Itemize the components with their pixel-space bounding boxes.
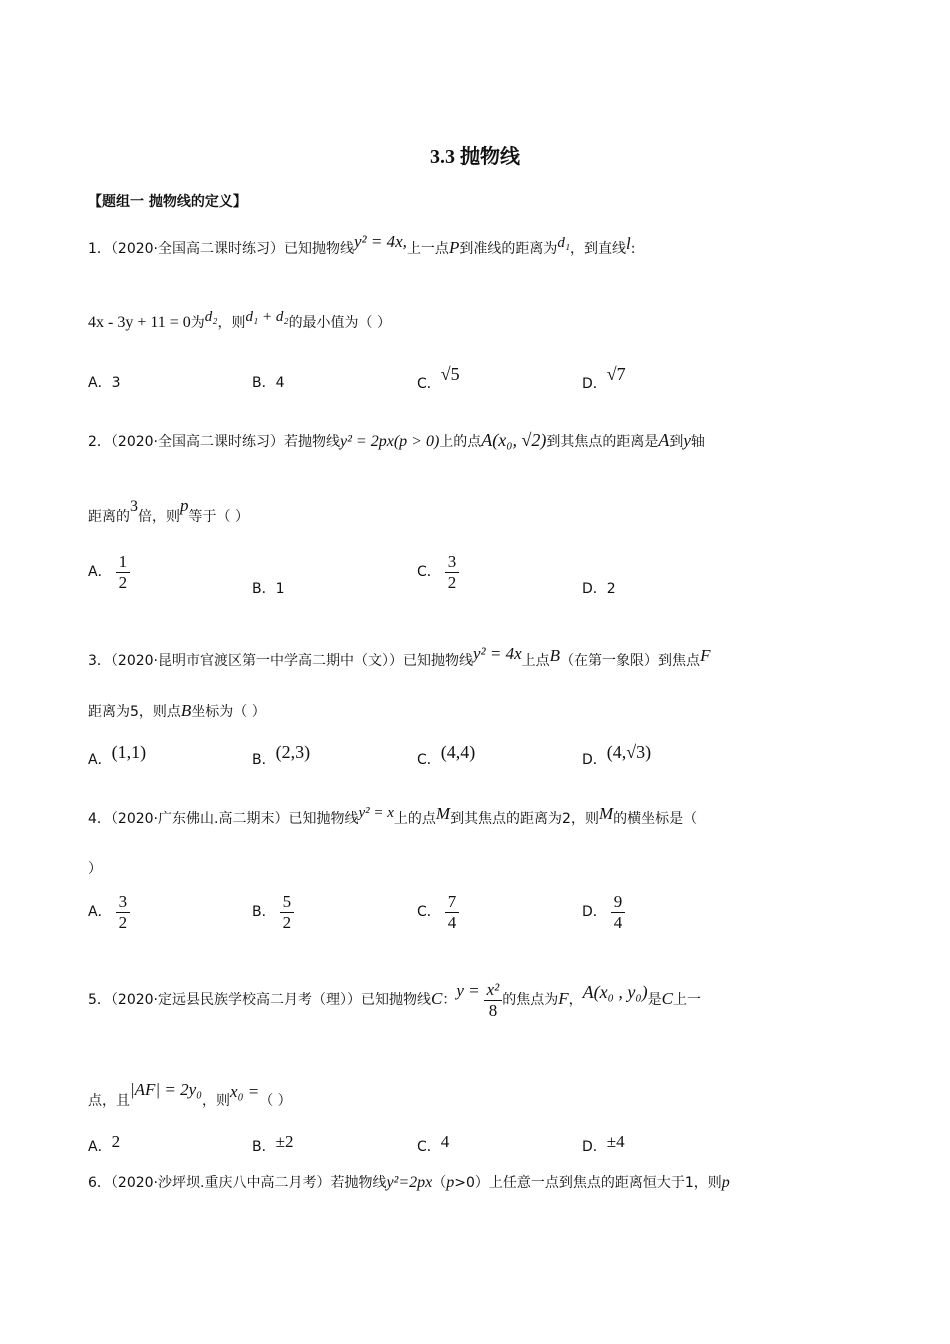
question-3-line-2: 距离为5，则点B坐标为（ ） [88,701,266,720]
question-4-line-1: 4．（2020·广东佛山.高二期末）已知抛物线y² = x上的点M到其焦点的距离为2，则M的横坐标是（ [88,804,698,827]
question-1-line-1: 1．（2020·全国高二课时练习）已知抛物线y² = 4x,上一点P到准线的距离为d₁，到直线l: [88,232,636,257]
q4-option-b: B． $\frac{5}{2}$ [252,892,294,932]
q3-option-d: D．(4,√3) [582,742,652,768]
q5-option-a: A．2 [88,1132,121,1155]
q4-option-a: A． $\frac{3}{2}$ [88,892,130,932]
question-5-line-1: 5．（2020·定远县民族学校高二月考（理））已知抛物线C：y = $\frac{\text{x²}}{8}$ 的焦点为F，A(x₀ , y₀)是C上一 [88,980,701,1020]
q1-option-a: A．3 [88,375,121,391]
q5-option-d: D．±4 [582,1132,625,1155]
section-heading: 【题组一 抛物线的定义】 [88,194,247,210]
q3-option-c: C．(4,4) [417,742,476,768]
q5-option-b: B．±2 [252,1132,294,1155]
q2-option-c: C． $\frac{3}{2}$ [417,552,459,592]
q4-option-c: C． $\frac{7}{4}$ [417,892,459,932]
question-1-line-2: 4x - 3y + 11 = 0为d₂，则d₁ + d₂的最小值为（ ） [88,309,392,331]
q1-option-c: C．√5 [417,364,460,392]
q1-option-b: B．4 [252,375,285,391]
page-title: 3.3 抛物线 [430,146,520,168]
q2-option-b: B．1 [252,581,285,597]
question-2-line-2: 距离的3倍，则p等于（ ） [88,496,249,525]
q3-option-a: A．(1,1) [88,742,147,768]
question-4-line-2: ） [88,861,102,877]
q2-option-d: D．2 [582,581,616,597]
q2-option-a: A． $\frac{1}{2}$ [88,552,130,592]
q3-option-b: B．(2,3) [252,742,311,768]
question-5-line-2: 点，且|AF| = 2y₀，则x₀ =（ ） [88,1080,292,1109]
q5-option-c: C．4 [417,1132,450,1155]
question-6-line-1: 6．（2020·沙坪坝.重庆八中高二月考）若抛物线y²=2px（p>0）上任意一点到焦点的距离恒大于1，则p [88,1174,730,1191]
question-3-line-1: 3．（2020·昆明市官渡区第一中学高二期中（文））已知抛物线y² = 4x上点B（在第一象限）到焦点F [88,644,711,669]
q4-option-d: D． $\frac{9}{4}$ [582,892,625,932]
question-2-line-1: 2．（2020·全国高二课时练习）若抛物线y² = 2px(p > 0)上的点A(x₀, √2)到其焦点的距离是A到y轴 [88,430,705,450]
q1-option-d: D．√7 [582,364,626,392]
